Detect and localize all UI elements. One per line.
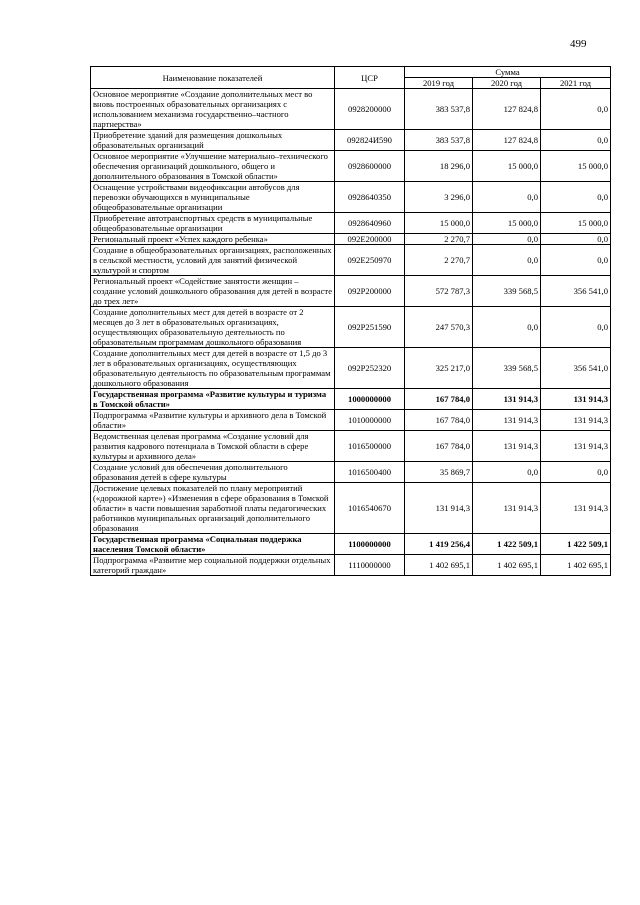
- row-value-2019: 383 537,8: [405, 130, 473, 151]
- row-csr: 092E250970: [335, 245, 405, 276]
- row-name: Создание дополнительных мест для детей в возрасте от 1,5 до 3 лет в образовательных организациях, осуществляющих образовательную деятельность по образовательным программам дошкольного образования: [91, 348, 335, 389]
- row-value-2020: 131 914,3: [473, 431, 541, 462]
- row-value-2019: 1 419 256,4: [405, 534, 473, 555]
- row-value-2019: 35 869,7: [405, 462, 473, 483]
- row-value-2021: 15 000,0: [541, 213, 611, 234]
- table-row: [91, 89, 611, 130]
- row-name: Ведомственная целевая программа «Создание условий для развития кадрового потенциала в Томской области в сфере культуры и архивного дела»: [91, 431, 335, 462]
- row-name: Приобретение автотранспортных средств в муниципальные общеобразовательные организации: [91, 213, 335, 234]
- header-name: Наименование показателей: [91, 67, 335, 89]
- row-value-2019: 167 784,0: [405, 389, 473, 410]
- row-csr: 0928640350: [335, 182, 405, 213]
- table-row: [91, 410, 611, 431]
- row-value-2021: 0,0: [541, 234, 611, 245]
- row-value-2019: 1 402 695,1: [405, 555, 473, 576]
- row-csr: 0928600000: [335, 151, 405, 182]
- row-value-2019: 18 296,0: [405, 151, 473, 182]
- row-csr: 092E200000: [335, 234, 405, 245]
- table-row: [91, 307, 611, 348]
- row-value-2021: 131 914,3: [541, 483, 611, 534]
- row-value-2021: 1 402 695,1: [541, 555, 611, 576]
- row-value-2021: 131 914,3: [541, 410, 611, 431]
- row-csr: 092824И590: [335, 130, 405, 151]
- row-value-2020: 127 824,8: [473, 130, 541, 151]
- row-csr: 0928640960: [335, 213, 405, 234]
- row-value-2020: 0,0: [473, 182, 541, 213]
- header-sum: Сумма: [405, 67, 611, 78]
- row-value-2020: 0,0: [473, 307, 541, 348]
- row-name: Основное мероприятие «Улучшение материально–технического обеспечения организаций дошкольного, общего и дополнительного образования в Томской области»: [91, 151, 335, 182]
- row-value-2020: 339 568,5: [473, 348, 541, 389]
- row-value-2019: 3 296,0: [405, 182, 473, 213]
- row-value-2020: 0,0: [473, 234, 541, 245]
- row-value-2020: 0,0: [473, 462, 541, 483]
- row-name: Оснащение устройствами видеофиксации автобусов для перевозки обучающихся в муниципальные общеобразовательные организации: [91, 182, 335, 213]
- table-row: [91, 348, 611, 389]
- row-value-2021: 0,0: [541, 462, 611, 483]
- row-value-2019: 247 570,3: [405, 307, 473, 348]
- table-row: [91, 389, 611, 410]
- row-name: Основное мероприятие «Создание дополнительных мест во вновь построенных образовательных организациях с использованием механизма государственно–частного партнерства»: [91, 89, 335, 130]
- row-value-2021: 0,0: [541, 130, 611, 151]
- row-value-2020: 131 914,3: [473, 410, 541, 431]
- row-value-2019: 383 537,8: [405, 89, 473, 130]
- row-csr: 092P252320: [335, 348, 405, 389]
- table-row: [91, 462, 611, 483]
- row-value-2021: 15 000,0: [541, 151, 611, 182]
- row-value-2021: 0,0: [541, 307, 611, 348]
- row-name: Создание в общеобразовательных организациях, расположенных в сельской местности, условий для занятий физической культурой и спортом: [91, 245, 335, 276]
- row-name: Подпрограмма «Развитие мер социальной поддержки отдельных категорий граждан»: [91, 555, 335, 576]
- row-value-2020: 1 402 695,1: [473, 555, 541, 576]
- row-value-2019: 2 270,7: [405, 234, 473, 245]
- row-value-2020: 1 422 509,1: [473, 534, 541, 555]
- row-name: Государственная программа «Социальная поддержка населения Томской области»: [91, 534, 335, 555]
- row-csr: 1110000000: [335, 555, 405, 576]
- row-name: Создание условий для обеспечения дополнительного образования детей в сфере культуры: [91, 462, 335, 483]
- row-name: Региональный проект «Успех каждого ребенка»: [91, 234, 335, 245]
- row-value-2019: 131 914,3: [405, 483, 473, 534]
- header-year-2019: 2019 год: [405, 78, 473, 89]
- table-row: [91, 555, 611, 576]
- header-year-2020: 2020 год: [473, 78, 541, 89]
- row-value-2019: 167 784,0: [405, 431, 473, 462]
- table-row: [91, 213, 611, 234]
- table-row: [91, 234, 611, 245]
- row-value-2021: 1 422 509,1: [541, 534, 611, 555]
- row-csr: 0928200000: [335, 89, 405, 130]
- table-row: [91, 245, 611, 276]
- row-value-2021: 131 914,3: [541, 431, 611, 462]
- row-value-2019: 167 784,0: [405, 410, 473, 431]
- row-value-2021: 0,0: [541, 182, 611, 213]
- row-csr: 092P200000: [335, 276, 405, 307]
- row-value-2021: 0,0: [541, 89, 611, 130]
- table-row: [91, 276, 611, 307]
- budget-table: [90, 66, 611, 576]
- row-name: Создание дополнительных мест для детей в возрасте от 2 месяцев до 3 лет в образовательных организациях, осуществляющих образовательную деятельность по образовательным программам дошкольного образования: [91, 307, 335, 348]
- row-value-2021: 356 541,0: [541, 276, 611, 307]
- table-body: [91, 89, 611, 576]
- row-csr: 1000000000: [335, 389, 405, 410]
- table-row: [91, 130, 611, 151]
- row-name: Региональный проект «Содействие занятости женщин – создание условий дошкольного образования для детей в возрасте до трех лет»: [91, 276, 335, 307]
- table-row: [91, 483, 611, 534]
- table-row: [91, 431, 611, 462]
- row-value-2020: 131 914,3: [473, 389, 541, 410]
- row-value-2019: 2 270,7: [405, 245, 473, 276]
- row-csr: 1016500000: [335, 431, 405, 462]
- row-name: Достижение целевых показателей по плану мероприятий («дорожной карте») «Изменения в сфере образования в Томской области» в части повышения заработной платы педагогических работников муниципальных организаций дополнительного образования: [91, 483, 335, 534]
- table-row: [91, 151, 611, 182]
- header-year-2021: 2021 год: [541, 78, 611, 89]
- row-csr: 1010000000: [335, 410, 405, 431]
- row-name: Приобретение зданий для размещения дошкольных образовательных организаций: [91, 130, 335, 151]
- row-name: Подпрограмма «Развитие культуры и архивного дела в Томской области»: [91, 410, 335, 431]
- row-csr: 1100000000: [335, 534, 405, 555]
- row-value-2020: 15 000,0: [473, 213, 541, 234]
- table-row: [91, 534, 611, 555]
- row-value-2020: 339 568,5: [473, 276, 541, 307]
- row-value-2021: 131 914,3: [541, 389, 611, 410]
- row-value-2020: 15 000,0: [473, 151, 541, 182]
- row-value-2019: 15 000,0: [405, 213, 473, 234]
- row-csr: 092P251590: [335, 307, 405, 348]
- row-value-2020: 131 914,3: [473, 483, 541, 534]
- row-value-2021: 0,0: [541, 245, 611, 276]
- row-name: Государственная программа «Развитие культуры и туризма в Томской области»: [91, 389, 335, 410]
- header-csr: ЦСР: [335, 67, 405, 89]
- row-value-2019: 325 217,0: [405, 348, 473, 389]
- row-value-2019: 572 787,3: [405, 276, 473, 307]
- row-value-2020: 127 824,8: [473, 89, 541, 130]
- row-value-2021: 356 541,0: [541, 348, 611, 389]
- row-value-2020: 0,0: [473, 245, 541, 276]
- page-number: 499: [570, 38, 587, 50]
- row-csr: 1016500400: [335, 462, 405, 483]
- row-csr: 1016540670: [335, 483, 405, 534]
- table-row: [91, 182, 611, 213]
